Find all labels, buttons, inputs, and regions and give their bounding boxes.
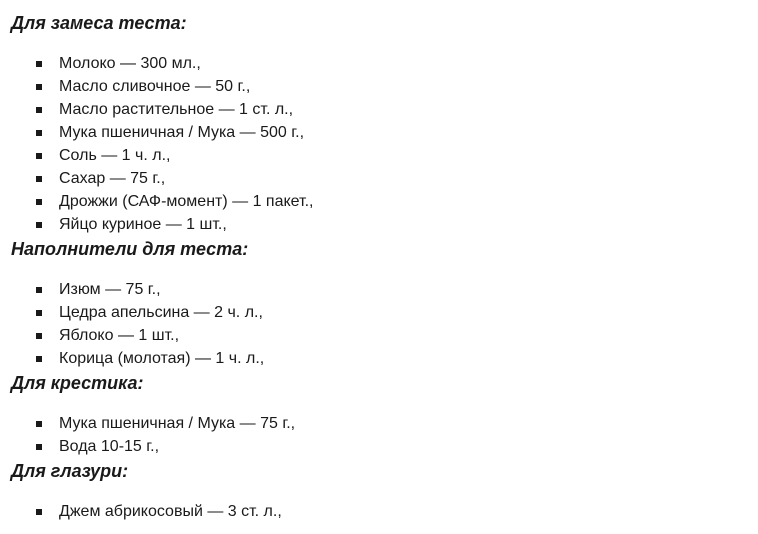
ingredient-text: Яйцо куриное — 1 шт., <box>59 216 227 233</box>
ingredient-text: Дрожжи (САФ-момент) — 1 пакет., <box>59 193 314 210</box>
ingredient-text: Соль — 1 ч. л., <box>59 147 171 164</box>
ingredient-text: Джем абрикосовый — 3 ст. л., <box>59 503 282 520</box>
bullet-icon <box>36 509 42 515</box>
ingredient-text: Изюм — 75 г., <box>59 281 161 298</box>
ingredient-text: Вода 10-15 г., <box>59 438 160 455</box>
bullet-icon <box>36 153 42 159</box>
ingredient-text: Корица (молотая) — 1 ч. л., <box>59 350 265 367</box>
bullet-icon <box>36 176 42 182</box>
bullet-icon <box>36 287 42 293</box>
bullet-icon <box>36 84 42 90</box>
bullet-icon <box>36 356 42 362</box>
bullet-icon <box>36 107 42 113</box>
bullet-icon <box>36 444 42 450</box>
ingredient-text: Молоко — 300 мл., <box>59 55 201 72</box>
ingredient-text: Масло сливочное — 50 г., <box>59 78 251 95</box>
section-heading: Для крестика: <box>11 373 144 393</box>
bullet-icon <box>36 310 42 316</box>
ingredient-text: Мука пшеничная / Мука — 75 г., <box>59 415 296 432</box>
bullet-icon <box>36 199 42 205</box>
section-heading: Для замеса теста: <box>11 13 187 33</box>
ingredient-text: Яблоко — 1 шт., <box>59 327 180 344</box>
ingredient-text: Цедра апельсина — 2 ч. л., <box>59 304 263 321</box>
section-heading: Для глазури: <box>11 461 129 481</box>
bullet-icon <box>36 130 42 136</box>
bullet-icon <box>36 421 42 427</box>
section-heading: Наполнители для теста: <box>11 239 249 259</box>
ingredient-text: Сахар — 75 г., <box>59 170 166 187</box>
bullet-icon <box>36 222 42 228</box>
ingredient-text: Масло растительное — 1 ст. л., <box>59 101 294 118</box>
ingredient-text: Мука пшеничная / Мука — 500 г., <box>59 124 305 141</box>
bullet-icon <box>36 61 42 67</box>
bullet-icon <box>36 333 42 339</box>
